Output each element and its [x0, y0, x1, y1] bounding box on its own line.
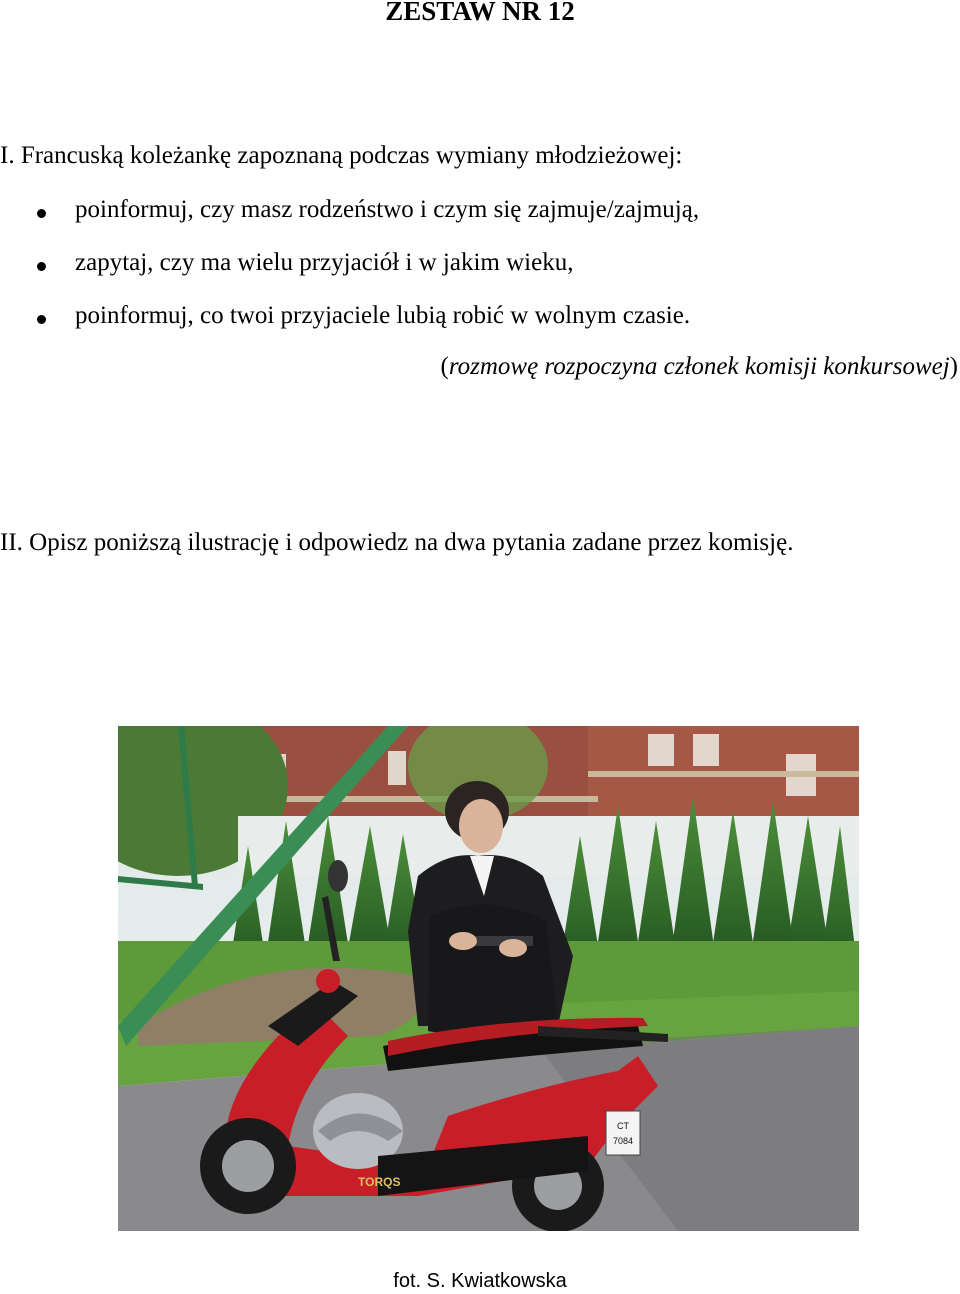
bullet-icon — [37, 315, 46, 324]
photo-credit: fot. S. Kwiatkowska — [393, 1270, 567, 1292]
bullet-text: poinformuj, co twoi przyjaciele lubią robić w wolnym czasie. — [75, 302, 691, 329]
note-close-paren: ) — [949, 353, 958, 380]
license-plate-text-1: CT — [617, 1121, 629, 1131]
conversation-note — [440, 353, 958, 381]
note-text: rozmowę rozpoczyna członek komisji konkursowej — [448, 353, 950, 380]
illustration-photo — [118, 726, 859, 1231]
bullet-text: poinformuj, czy masz rodzeństwo i czym się zajmuje/zajmują, — [75, 196, 700, 223]
note-open-paren: ( — [440, 353, 449, 380]
section-1-heading: I. Francuską koleżankę zapoznaną podczas wymiany młodzieżowej: — [0, 142, 683, 169]
license-plate-text-2: 7084 — [612, 1136, 634, 1146]
bullet-icon — [37, 262, 46, 271]
bullet-text: zapytaj, czy ma wielu przyjaciół i w jakim wieku, — [75, 249, 574, 276]
section-2-heading: II. Opisz poniższą ilustrację i odpowiedz na dwa pytania zadane przez komisję. — [0, 529, 794, 556]
bullet-icon — [37, 209, 46, 218]
page-title: ZESTAW NR 12 — [385, 0, 575, 26]
scooter-brand-text: TORQS — [358, 1175, 401, 1189]
license-plate — [606, 1111, 640, 1155]
backpack — [428, 905, 558, 1038]
